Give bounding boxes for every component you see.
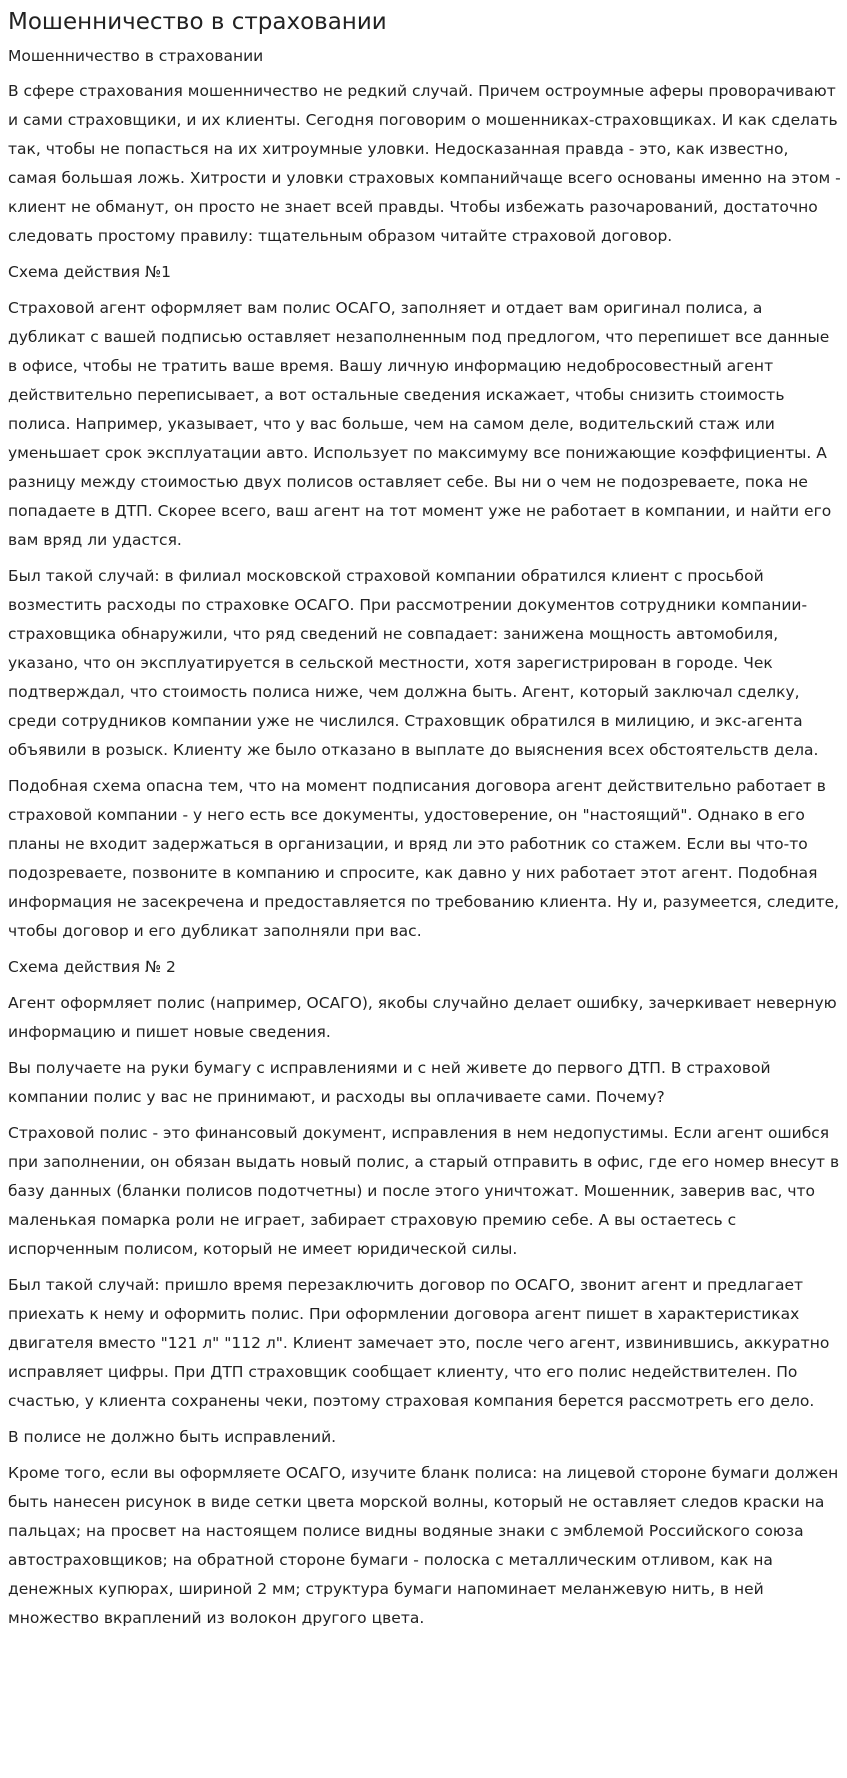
- paragraph-explanation: Страховой полис - это финансовый документ, исправления в нем недопустимы. Если агент ошибся при заполнении, он обязан выдать новый полис, а старый отправить в офис, где его номер внесут в базу данных (бланки полисов подотчетны) и после этого уничтожат. Мошенник, заверив вас, что маленькая помарка роли не играет, забирает страховую премию себе. А вы остаетесь с испорченным полисом, который не имеет юридической силы.: [8, 1124, 840, 1258]
- section-heading-scheme-2: Схема действия № 2: [8, 958, 176, 976]
- paragraph-intro: В сфере страхования мошенничество не редкий случай. Причем остроумные аферы проворачивают и сами страховщики, и их клиенты. Сегодня поговорим о мошенниках-страховщиках. И как сделать так, чтобы не попасться на их хитроумные уловки. Недосказанная правда - это, как известно, самая большая ложь. Хитрости и уловки страховых компанийчаще всего основаны именно на этом - клиент не обманут, он просто не знает всей правды. Чтобы избежать разочарований, достаточно следовать простому правилу: тщательным образом читайте страховой договор.: [8, 82, 841, 245]
- paragraph-danger: Подобная схема опасна тем, что на момент подписания договора агент действительно работает в страховой компании - у него есть все документы, удостоверение, он "настоящий". Однако в его планы не входит задержаться в организации, и вряд ли это работник со стажем. Если вы что-то подозреваете, позвоните в компанию и спросите, как давно у них работает этот агент. Подобная информация не засекречена и предоставляется по требованию клиента. Ну и, разумеется, следите, чтобы договор и его дубликат заполняли при вас.: [8, 777, 840, 940]
- paragraph-consequence: Вы получаете на руки бумагу с исправлениями и с ней живете до первого ДТП. В страховой компании полис у вас не принимают, и расходы вы оплачиваете сами. Почему?: [8, 1059, 771, 1106]
- section-heading-scheme-1: Схема действия №1: [8, 263, 171, 281]
- paragraph-blank-check: Кроме того, если вы оформляете ОСАГО, изучите бланк полиса: на лицевой стороне бумаги должен быть нанесен рисунок в виде сетки цвета морской волны, который не оставляет следов краски на пальцах; на просвет на настоящем полисе видны водяные знаки с эмблемой Российского союза автостраховщиков; на обратной стороне бумаги - полоска с металлическим отливом, как на денежных купюрах, шириной 2 мм; структура бумаги напоминает меланжевую нить, в ней множество вкраплений из волокон другого цвета.: [8, 1464, 839, 1627]
- paragraph-scheme-1: Страховой агент оформляет вам полис ОСАГО, заполняет и отдает вам оригинал полиса, а дубликат с вашей подписью оставляет незаполненным под предлогом, что перепишет все данные в офисе, чтобы не тратить ваше время. Вашу личную информацию недобросовестный агент действительно переписывает, а вот остальные сведения искажает, чтобы снизить стоимость полиса. Например, указывает, что у вас больше, чем на самом деле, водительский стаж или уменьшает срок эксплуатации авто. Использует по максимуму все понижающие коэффициенты. А разницу между стоимостью двух полисов оставляет себе. Вы ни о чем не подозреваете, пока не попадаете в ДТП. Скорее всего, ваш агент на тот момент уже не работает в компании, и найти его вам вряд ли удастся.: [8, 299, 832, 549]
- paragraph-case-2: Был такой случай: пришло время перезаключить договор по ОСАГО, звонит агент и предлагает приехать к нему и оформить полис. При оформлении договора агент пишет в характеристиках двигателя вместо "121 л" "112 л". Клиент замечает это, после чего агент, извинившись, аккуратно исправляет цифры. При ДТП страховщик сообщает клиенту, что его полис недействителен. По счастью, у клиента сохранены чеки, поэтому страховая компания берется рассмотреть его дело.: [8, 1276, 830, 1410]
- paragraph-scheme-2: Агент оформляет полис (например, ОСАГО), якобы случайно делает ошибку, зачеркивает неверную информацию и пишет новые сведения.: [8, 994, 837, 1041]
- article-subtitle: Мошенничество в страховании: [8, 47, 264, 65]
- paragraph-rule: В полисе не должно быть исправлений.: [8, 1428, 337, 1446]
- paragraph-case-1: Был такой случай: в филиал московской страховой компании обратился клиент с просьбой возместить расходы по страховке ОСАГО. При рассмотрении документов сотрудники компании-страховщика обнаружили, что ряд сведений не совпадает: занижена мощность автомобиля, указано, что он эксплуатируется в сельской местности, хотя зарегистрирован в городе. Чек подтверждал, что стоимость полиса ниже, чем должна быть. Агент, который заключал сделку, среди сотрудников компании уже не числился. Страховщик обратился в милицию, и экс-агента объявили в розыск. Клиенту же было отказано в выплате до выяснения всех обстоятельств дела.: [8, 567, 819, 759]
- page-title: Мошенничество в страховании: [8, 9, 387, 35]
